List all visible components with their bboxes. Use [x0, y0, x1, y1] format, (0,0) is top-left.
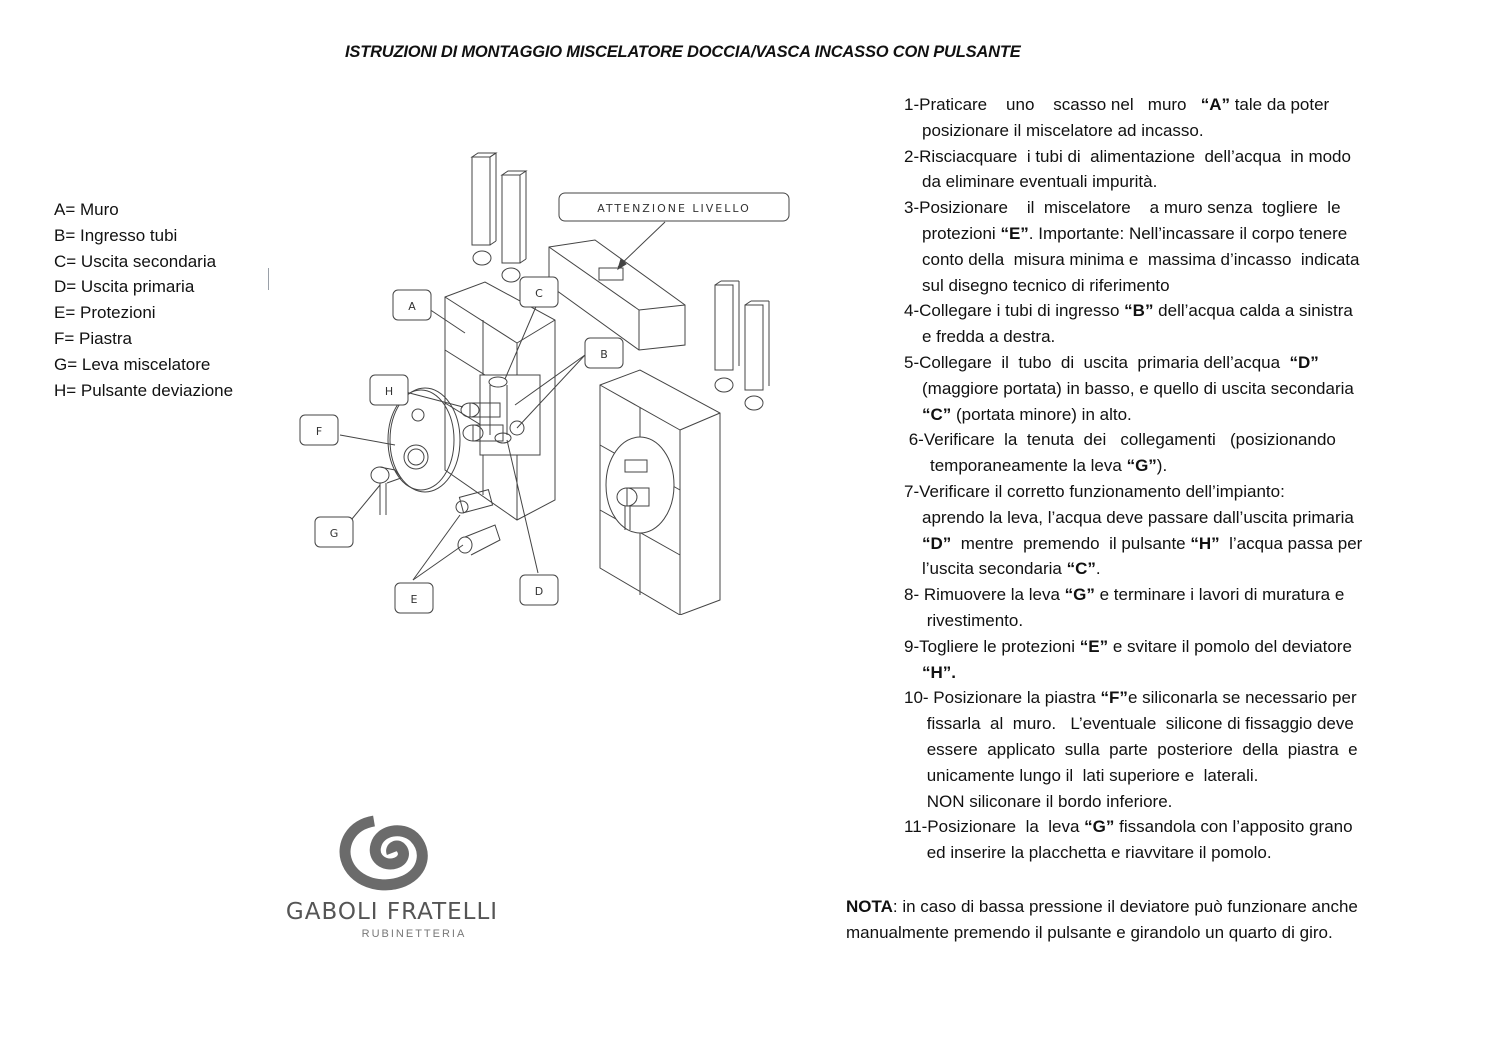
finished-wall: [600, 370, 720, 615]
note-line-1: : in caso di bassa pressione il deviatore può funzionare anche: [892, 897, 1358, 916]
callout-arrow: [618, 222, 665, 267]
instruction-step: “C” (portata minore) in alto.: [922, 404, 1132, 424]
exploded-diagram: [295, 145, 815, 615]
instruction-step: 11-Posizionare la leva “G” fissandola con l’apposito grano ed inserire la placchetta e riavvitare il pomolo.: [904, 817, 1353, 863]
logo-subtitle: RUBINETTERIA: [361, 928, 467, 940]
diagram-label-b: [585, 338, 623, 368]
legend-item: A= Muro: [54, 200, 119, 219]
svg-text:E: E: [410, 593, 418, 606]
instruction-step: “H”.: [922, 662, 956, 682]
legend-item: C= Uscita secondaria: [54, 251, 217, 271]
diagram-label-c: [520, 277, 558, 307]
document-title: ISTRUZIONI DI MONTAGGIO MISCELATORE DOCCIA/VASCA INCASSO CON PULSANTE: [345, 43, 1021, 61]
note: [846, 894, 1358, 946]
note-line-2: manualmente premendo il pulsante e girandolo un quarto di giro.: [846, 923, 1333, 942]
svg-text:G: G: [329, 527, 339, 540]
instruction-step: 3-Posizionare il miscelatore a muro senza togliere le: [904, 198, 1341, 218]
legend-item: G= Leva miscelatore: [54, 354, 211, 374]
instruction-steps: [904, 92, 1464, 866]
text-cursor: [268, 268, 269, 290]
svg-text:D: D: [534, 585, 544, 598]
brand-logo: [262, 815, 522, 945]
diagram-label-g: [315, 517, 353, 547]
legend-item: F= Piastra: [54, 328, 132, 348]
instruction-step: 7-Verificare il corretto funzionamento dell’impianto: aprendo la leva, l’acqua deve passare dall’uscita primaria: [904, 481, 1354, 527]
diagram-label-a: [393, 290, 431, 320]
instruction-step: protezioni “E”. Importante: Nell’incassare il corpo tenere conto della misura minima e massima d’incasso indicata sul disegno tecnico di riferimento: [922, 223, 1360, 295]
wall-block: [445, 282, 555, 520]
note-label: NOTA: [846, 897, 893, 916]
diagram-label-d: [520, 575, 558, 605]
instruction-step: 8- Rimuovere la leva “G” e terminare i lavori di muratura e rivestimento.: [904, 585, 1345, 630]
brick-piece-right: [715, 281, 769, 410]
svg-text:B: B: [600, 348, 608, 361]
svg-text:C: C: [535, 287, 543, 300]
legend-item: D= Uscita primaria: [54, 277, 195, 297]
svg-text:A: A: [408, 300, 416, 313]
spiral-logo-icon: [262, 815, 522, 895]
legend-item: H= Pulsante deviazione: [54, 380, 234, 400]
instruction-step: l’uscita secondaria “C”.: [922, 559, 1101, 579]
legend-item: E= Protezioni: [54, 303, 156, 323]
diagram-label-h: [370, 375, 408, 405]
instruction-step: “D” mentre premendo il pulsante “H” l’acqua passa per: [922, 533, 1363, 553]
callout-text: ATTENZIONE LIVELLO: [597, 202, 751, 215]
brick-piece: [472, 153, 526, 282]
instruction-step: 10- Posizionare la piastra “F”e siliconarla se necessario per fissarla al muro. L’eventuale silicone di fissaggio deve essere applicato sulla parte posteriore della piastra e unicamente lungo il lati superiore e laterali. NON siliconare il bordo inferiore.: [904, 688, 1358, 811]
logo-name: GABOLI FRATELLI: [285, 899, 499, 925]
diagram-label-f: [300, 415, 338, 445]
diagram-label-e: [395, 583, 433, 613]
leader-lines: [340, 302, 585, 580]
instruction-step: 4-Collegare i tubi di ingresso “B” dell’acqua calda a sinistra e fredda a destra.: [904, 301, 1353, 347]
instruction-step: 5-Collegare il tubo di uscita primaria dell’acqua “D” (maggiore portata) in basso, e quello di uscita secondaria: [904, 352, 1354, 398]
svg-text:F: F: [315, 425, 323, 438]
svg-text:H: H: [384, 385, 394, 398]
spirit-level: [549, 240, 685, 350]
instruction-step: 6-Verificare la tenuta dei collegamenti (posizionando: [904, 430, 1336, 450]
parts-legend: [54, 197, 233, 403]
legend-item: B= Ingresso tubi: [54, 225, 178, 245]
instruction-step: 1-Praticare uno scasso nel muro “A” tale da poter posizionare il miscelatore ad incasso.: [904, 95, 1330, 140]
instruction-step: temporaneamente la leva “G”).: [930, 456, 1168, 476]
instruction-step: 2-Risciacquare i tubi di alimentazione dell’acqua in modo da eliminare eventuali impurità.: [904, 146, 1351, 192]
instruction-step: 9-Togliere le protezioni “E” e svitare il pomolo del deviatore: [904, 636, 1352, 656]
